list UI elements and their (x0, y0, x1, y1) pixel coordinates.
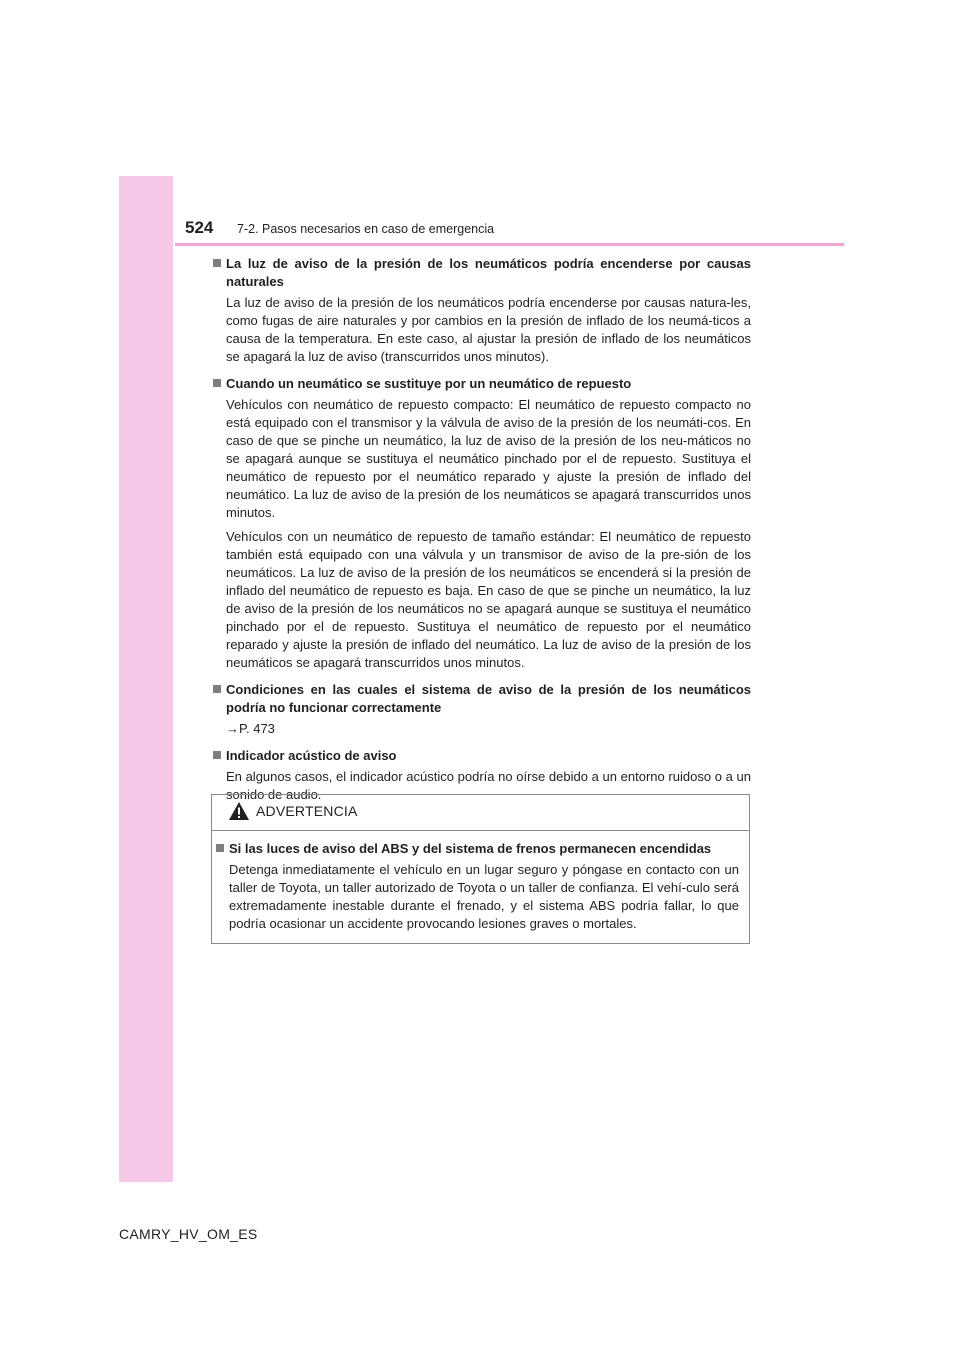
warning-body (212, 831, 749, 933)
main-content (213, 255, 751, 813)
square-bullet-icon (213, 685, 221, 693)
chapter-title: 7-2. Pasos necesarios en caso de emergencia (237, 222, 495, 236)
warning-item-title: Si las luces de aviso del ABS y del sistema de frenos permanecen encendidas (216, 840, 739, 858)
warning-box (211, 794, 750, 944)
section-malfunction-conditions (213, 681, 751, 738)
square-bullet-icon (213, 379, 221, 387)
warning-title: ADVERTENCIA (256, 803, 358, 819)
page-number: 524 (185, 218, 214, 237)
section-title: Condiciones en las cuales el sistema de aviso de la presión de los neumáticos podría no funcionar correctamente (213, 681, 751, 717)
square-bullet-icon (216, 844, 224, 852)
section-paragraph: La luz de aviso de la presión de los neumáticos podría encenderse por causas natura-les, como fugas de aire naturales y por cambios en la presión de inflado de los neumá-ticos a causa de la temperatura. En este caso, al ajustar la presión de inflado de los neumáticos se apagará la luz de aviso (transcurridos unos minutos). (226, 295, 751, 364)
side-band (119, 176, 173, 1182)
section-title: Cuando un neumático se sustituye por un neumático de repuesto (213, 375, 751, 393)
warning-item-text: Detenga inmediatamente el vehículo en un lugar seguro y póngase en contacto con un taller de Toyota, un taller autorizado de Toyota o un taller de confianza. El vehí-culo será extremadamente inestable durante el frenado, y el sistema ABS podría fallar, lo que podría ocasionar un accidente provocando lesiones graves o mortales. (229, 862, 739, 931)
page-reference-link[interactable]: →P. 473 (226, 721, 275, 736)
section-title: Indicador acústico de aviso (213, 747, 751, 765)
section-tpms-natural-causes (213, 255, 751, 366)
section-title: La luz de aviso de la presión de los neumáticos podría encenderse por causas naturales (213, 255, 751, 291)
section-paragraph: En algunos casos, el indicador acústico podría no oírse debido a un entorno ruidoso o a un sonido de audio. (226, 769, 751, 802)
document-code: CAMRY_HV_OM_ES (119, 1226, 258, 1242)
square-bullet-icon (213, 751, 221, 759)
warning-header (212, 795, 749, 831)
warning-triangle-icon (228, 801, 250, 821)
section-spare-tire (213, 375, 751, 672)
square-bullet-icon (213, 259, 221, 267)
section-paragraph: Vehículos con un neumático de repuesto de tamaño estándar: El neumático de repuesto también está equipado con una válvula y un transmisor de aviso de la pre-sión de los neumáticos. La luz de aviso de la presión de los neumáticos se encenderá si la presión de inflado del neumático de repuesto es baja. En caso de que se pinche un neumático, la luz de aviso de la presión de los neumáticos no se apagará aunque se sustituya el neumático pinchado por el de repuesto. Sustituya el neumático de repuesto por el neumático reparado y ajuste la presión de inflado del neumático. La luz de aviso de la presión de los neumáticos se apagará transcurridos unos minutos. (226, 529, 751, 670)
header-rule (175, 243, 844, 246)
section-paragraph: Vehículos con neumático de repuesto compacto: El neumático de repuesto compacto no está equipado con el transmisor y la válvula de aviso de la presión de los neumáti-cos. En caso de que se pinche un neumático, la luz de aviso de la presión de los neu-máticos no se apagará aunque se sustituya el neumático pinchado por el de repuesto. Sustituya el neumático de repuesto por el neumático reparado y ajuste la presión de inflado del neumático. La luz de aviso de la presión de los neumáticos se apagará transcurridos unos minutos. (226, 397, 751, 520)
